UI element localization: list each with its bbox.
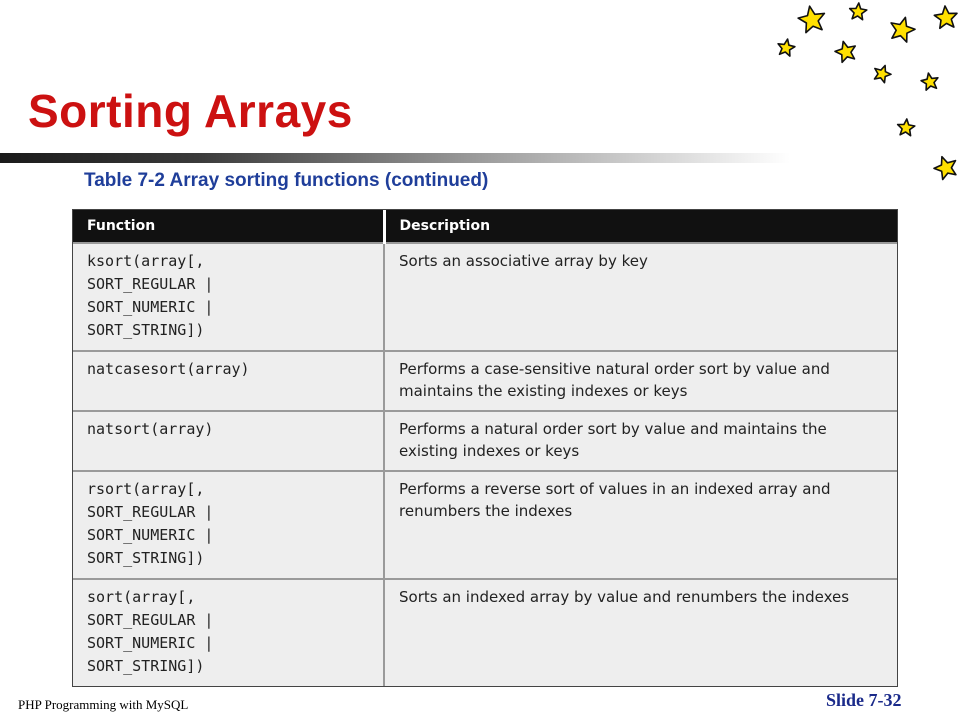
description-cell: Sorts an associative array by key bbox=[384, 243, 897, 351]
description-cell: Performs a reverse sort of values in an indexed array and renumbers the indexes bbox=[384, 471, 897, 579]
function-cell: ksort(array[, SORT_REGULAR | SORT_NUMERIC | SORT_STRING]) bbox=[73, 243, 384, 351]
star-icon bbox=[921, 73, 938, 90]
description-cell: Performs a natural order sort by value and maintains the existing indexes or keys bbox=[384, 411, 897, 471]
table-header-row bbox=[73, 210, 897, 243]
star-icon bbox=[798, 6, 824, 32]
header-function: Function bbox=[73, 210, 384, 243]
function-cell: natsort(array) bbox=[73, 411, 384, 471]
function-cell: sort(array[, SORT_REGULAR | SORT_NUMERIC | SORT_STRING]) bbox=[73, 579, 384, 686]
star-icon bbox=[898, 119, 915, 136]
star-icon bbox=[891, 17, 915, 42]
table-caption: Table 7-2 Array sorting functions (continued) bbox=[84, 170, 489, 191]
star-icon bbox=[875, 66, 892, 83]
table-row bbox=[73, 351, 897, 411]
function-cell: natcasesort(array) bbox=[73, 351, 384, 411]
table-row bbox=[73, 411, 897, 471]
footer-course-name: PHP Programming with MySQL bbox=[18, 697, 189, 712]
title-underline bbox=[0, 153, 790, 163]
star-icon bbox=[934, 157, 956, 180]
table-row bbox=[73, 243, 897, 351]
star-icon bbox=[850, 3, 867, 20]
function-cell: rsort(array[, SORT_REGULAR | SORT_NUMERIC | SORT_STRING]) bbox=[73, 471, 384, 579]
slide-number: Slide 7-32 bbox=[826, 690, 902, 710]
sorting-functions-table bbox=[72, 209, 898, 687]
table-row bbox=[73, 471, 897, 579]
table-row bbox=[73, 579, 897, 686]
star-icon bbox=[934, 6, 957, 28]
star-icon bbox=[835, 41, 855, 62]
description-cell: Performs a case-sensitive natural order sort by value and maintains the existing indexes or keys bbox=[384, 351, 897, 411]
header-description: Description bbox=[384, 210, 897, 243]
star-icon bbox=[778, 39, 795, 56]
description-cell: Sorts an indexed array by value and renumbers the indexes bbox=[384, 579, 897, 686]
slide-title: Sorting Arrays bbox=[28, 85, 353, 137]
